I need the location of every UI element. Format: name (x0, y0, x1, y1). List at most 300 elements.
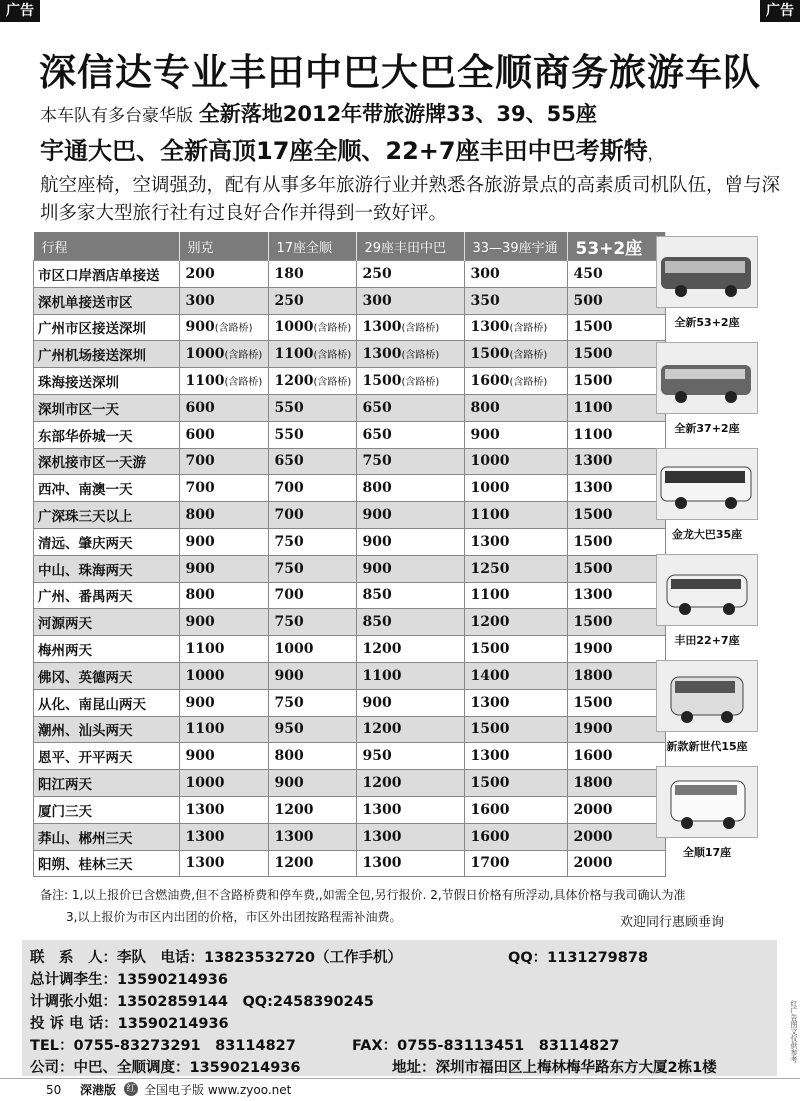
header-route: 行程 (34, 232, 180, 261)
bus-caption: 全顺17座 (682, 846, 732, 859)
price-value: 200 (185, 265, 215, 282)
price-cell (268, 528, 356, 555)
price-cell (268, 341, 356, 368)
table-row (34, 609, 666, 636)
price-cell (567, 261, 665, 288)
route-cell: 阳朔、桂林三天 (34, 850, 180, 877)
contact-complaint: 投 诉 电 话：13590214936 (30, 1016, 229, 1032)
price-cell (268, 287, 356, 314)
toll-note: (含路桥) (224, 350, 263, 362)
page-footer (0, 1078, 800, 1101)
price-value: 550 (274, 426, 304, 443)
price-value: 1300 (470, 533, 510, 550)
price-cell (268, 716, 356, 743)
table-row (34, 502, 666, 529)
remark-line2: 3,以上报价为市区内出团的价格，市区外出团按路程需补油费。 (66, 910, 402, 924)
price-cell (268, 502, 356, 529)
price-value: 600 (185, 399, 215, 416)
contact-qq: QQ：1131279878 (508, 950, 649, 966)
price-cell (356, 823, 464, 850)
table-row (34, 582, 666, 609)
price-value: 1100 (470, 587, 510, 604)
route-cell: 潮州、汕头两天 (34, 716, 180, 743)
ad-tag-left: 广告 (0, 0, 40, 22)
price-value: 700 (274, 507, 304, 524)
table-row (34, 421, 666, 448)
price-cell (567, 689, 665, 716)
table-row (34, 796, 666, 823)
price-value: 900 (185, 533, 215, 550)
price-cell (356, 770, 464, 797)
price-value: 350 (470, 292, 500, 309)
price-cell (356, 528, 464, 555)
route-cell: 市区口岸酒店单接送 (34, 261, 180, 288)
table-row (34, 475, 666, 502)
table-row (34, 394, 666, 421)
page-title: 深信达专业丰田中巴大巴全顺商务旅游车队 (39, 51, 761, 94)
route-cell: 河源两天 (34, 609, 180, 636)
price-cell (464, 796, 567, 823)
coach-bus-image (656, 236, 758, 308)
bus-item (652, 448, 762, 542)
intro-part1: 本车队有多台豪华版 (40, 106, 193, 126)
contact-fax: FAX：0755-83113451 83114827 (352, 1038, 620, 1054)
contact-panel (22, 940, 777, 1076)
bus-caption: 全新53+2座 (674, 316, 740, 329)
price-cell (567, 743, 665, 770)
price-cell (464, 609, 567, 636)
bus-item (652, 554, 762, 648)
price-value: 1500 (573, 373, 613, 390)
price-value: 1600 (470, 828, 510, 845)
header-33-39-seat: 33—39座宇通 (464, 232, 567, 261)
price-value: 950 (362, 748, 392, 765)
coach-bus-image (656, 342, 758, 414)
price-cell (179, 823, 268, 850)
price-cell (464, 421, 567, 448)
price-cell (179, 421, 268, 448)
price-cell (464, 636, 567, 663)
price-value: 550 (274, 399, 304, 416)
price-cell (567, 609, 665, 636)
price-value: 1200 (274, 801, 314, 818)
price-cell (268, 850, 356, 877)
route-cell: 莽山、郴州三天 (34, 823, 180, 850)
price-cell (356, 448, 464, 475)
route-cell: 清远、肇庆两天 (34, 528, 180, 555)
price-value: 650 (274, 453, 304, 470)
price-value: 1300 (362, 801, 402, 818)
price-value: 1300 (274, 828, 314, 845)
route-cell: 珠海接送深圳 (34, 368, 180, 395)
price-value: 1300 (362, 346, 402, 363)
price-cell (179, 770, 268, 797)
price-cell (464, 528, 567, 555)
price-cell (464, 502, 567, 529)
price-cell (567, 421, 665, 448)
price-value: 900 (274, 775, 304, 792)
contact-company: 公司：中巴、全顺调度：13590214936 (30, 1060, 301, 1076)
toll-note: (含路桥) (401, 350, 440, 362)
price-cell (464, 448, 567, 475)
header-53-2-seat: 53+2座 (567, 232, 665, 261)
bus-item (652, 766, 762, 860)
price-cell (464, 341, 567, 368)
price-cell (179, 502, 268, 529)
intro-line1 (40, 100, 780, 130)
price-cell (464, 850, 567, 877)
route-cell: 广州机场接送深圳 (34, 341, 180, 368)
price-cell (268, 582, 356, 609)
price-value: 1900 (573, 721, 613, 738)
price-value: 1100 (470, 507, 510, 524)
price-cell (356, 394, 464, 421)
price-cell (567, 502, 665, 529)
contact-tel: TEL：0755-83273291 83114827 (30, 1038, 296, 1054)
price-value: 1300 (185, 801, 225, 818)
price-value: 1500 (573, 560, 613, 577)
price-cell (356, 582, 464, 609)
table-row (34, 287, 666, 314)
price-cell (567, 475, 665, 502)
toll-note: (含路桥) (509, 350, 548, 362)
route-cell: 梅州两天 (34, 636, 180, 663)
bus-item (652, 660, 762, 754)
intro-line3: 航空座椅，空调强劲，配有从事多年旅游行业并熟悉各旅游景点的高素质司机队伍，曾与深圳多家大型旅行社有过良好合作并得到一致好评。 (40, 175, 781, 224)
price-cell (567, 796, 665, 823)
price-value: 750 (274, 694, 304, 711)
route-cell: 佛冈、英德两天 (34, 662, 180, 689)
price-value: 1100 (573, 426, 613, 443)
price-value: 1100 (274, 346, 314, 363)
price-cell (268, 770, 356, 797)
price-value: 500 (573, 292, 603, 309)
price-value: 700 (185, 453, 215, 470)
price-value: 750 (274, 614, 304, 631)
price-cell (464, 314, 567, 341)
price-value: 1500 (470, 775, 510, 792)
price-value: 1000 (185, 775, 225, 792)
table-row (34, 341, 666, 368)
price-cell (356, 689, 464, 716)
price-value: 250 (362, 265, 392, 282)
contact-dispatcher-li: 总计调李生：13590214936 (30, 972, 228, 988)
intro-line2 (40, 131, 780, 166)
price-cell (179, 341, 268, 368)
price-cell (268, 368, 356, 395)
remark-line1: 备注: 1,以上报价已含燃油费,但不含路桥费和停车费,,如需全包,另行报价. 2,节假日价格有所浮动,具体价格与我司确认为准 (40, 888, 686, 902)
price-value: 650 (362, 426, 392, 443)
price-value: 750 (274, 560, 304, 577)
price-cell (179, 636, 268, 663)
table-row (34, 716, 666, 743)
price-value: 900 (362, 533, 392, 550)
bus-caption: 全新37+2座 (674, 422, 740, 435)
price-cell (179, 475, 268, 502)
table-row (34, 662, 666, 689)
price-value: 650 (362, 399, 392, 416)
price-value: 1200 (362, 721, 402, 738)
price-value: 1000 (470, 453, 510, 470)
price-value: 1300 (470, 694, 510, 711)
price-value: 1300 (362, 855, 402, 872)
price-value: 600 (185, 426, 215, 443)
intro-part2: 全新落地2012年带旅游牌33、39、55座 (198, 102, 597, 126)
price-value: 1600 (470, 373, 510, 390)
price-value: 700 (274, 587, 304, 604)
price-value: 1200 (470, 614, 510, 631)
price-cell (567, 368, 665, 395)
price-cell (356, 850, 464, 877)
price-value: 300 (470, 265, 500, 282)
route-cell: 深机接市区一天游 (34, 448, 180, 475)
price-value: 1000 (185, 346, 225, 363)
price-value: 1000 (274, 641, 314, 658)
price-cell (356, 555, 464, 582)
edition-label: 深港版 (80, 1083, 117, 1097)
intro-line2-tail: ， (647, 144, 664, 163)
price-value: 900 (185, 614, 215, 631)
price-cell (356, 636, 464, 663)
price-cell (268, 448, 356, 475)
price-value: 1200 (274, 855, 314, 872)
price-cell (179, 716, 268, 743)
price-cell (268, 662, 356, 689)
price-cell (179, 314, 268, 341)
price-value: 1000 (470, 480, 510, 497)
bus-caption: 丰田22+7座 (674, 634, 740, 647)
price-cell (268, 609, 356, 636)
price-table-body (34, 261, 666, 877)
price-cell (268, 421, 356, 448)
price-cell (356, 609, 464, 636)
price-value: 180 (274, 265, 304, 282)
price-cell (356, 421, 464, 448)
price-cell (179, 689, 268, 716)
price-cell (268, 314, 356, 341)
price-value: 900 (470, 426, 500, 443)
price-value: 1500 (573, 694, 613, 711)
price-cell (567, 850, 665, 877)
price-value: 800 (362, 480, 392, 497)
price-value: 1000 (185, 667, 225, 684)
price-value: 300 (185, 292, 215, 309)
route-cell: 中山、珠海两天 (34, 555, 180, 582)
price-value: 700 (274, 480, 304, 497)
price-cell (567, 314, 665, 341)
price-value: 950 (274, 721, 304, 738)
table-row (34, 823, 666, 850)
price-value: 1800 (573, 775, 613, 792)
contact-person: 联 系 人：李队 电话：13823532720（工作手机） (30, 950, 402, 966)
price-value: 800 (470, 399, 500, 416)
coach-bus-image (656, 448, 758, 520)
price-cell (356, 502, 464, 529)
price-cell (567, 341, 665, 368)
ad-tag-right: 广告 (760, 0, 800, 22)
toll-note: (含路桥) (224, 377, 263, 389)
table-row (34, 555, 666, 582)
price-cell (464, 261, 567, 288)
price-cell (179, 582, 268, 609)
bus-caption: 新款新世代15座 (666, 740, 748, 753)
price-cell (464, 475, 567, 502)
price-cell (464, 743, 567, 770)
toll-note: (含路桥) (401, 377, 440, 389)
price-cell (179, 287, 268, 314)
table-row (34, 850, 666, 877)
price-cell (179, 850, 268, 877)
toll-note: (含路桥) (509, 377, 548, 389)
route-cell: 深圳市区一天 (34, 394, 180, 421)
price-cell (268, 555, 356, 582)
price-value: 1300 (470, 319, 510, 336)
route-cell: 东部华侨城一天 (34, 421, 180, 448)
page-number: 50 (46, 1083, 62, 1097)
price-table-header (34, 232, 666, 261)
welcome-text: 欢迎同行惠顾垂询 (620, 915, 725, 930)
price-value: 1200 (362, 775, 402, 792)
route-cell: 阳江两天 (34, 770, 180, 797)
toll-note: (含路桥) (313, 323, 352, 335)
toll-note: (含路桥) (214, 323, 253, 335)
route-cell: 恩平、开平两天 (34, 743, 180, 770)
price-value: 900 (185, 319, 215, 336)
price-value: 1500 (470, 641, 510, 658)
route-cell: 深机单接送市区 (34, 287, 180, 314)
price-cell (179, 528, 268, 555)
price-value: 1400 (470, 667, 510, 684)
table-row (34, 261, 666, 288)
price-value: 900 (362, 694, 392, 711)
table-row (34, 314, 666, 341)
price-cell (567, 555, 665, 582)
price-cell (268, 475, 356, 502)
price-cell (268, 689, 356, 716)
price-value: 1600 (470, 801, 510, 818)
price-cell (356, 341, 464, 368)
route-cell: 从化、南昆山两天 (34, 689, 180, 716)
price-value: 1100 (573, 399, 613, 416)
price-cell (179, 555, 268, 582)
price-value: 800 (185, 507, 215, 524)
price-value: 250 (274, 292, 304, 309)
price-cell (356, 743, 464, 770)
price-value: 850 (362, 587, 392, 604)
price-cell (464, 394, 567, 421)
price-cell (268, 261, 356, 288)
contact-address: 地址：深圳市福田区上梅林梅华路东方大厦2栋1楼 (392, 1060, 717, 1076)
header-29-seat: 29座丰田中巴 (356, 232, 464, 261)
price-value: 1500 (573, 614, 613, 631)
route-cell: 西冲、南澳一天 (34, 475, 180, 502)
route-cell: 广深珠三天以上 (34, 502, 180, 529)
price-value: 1500 (470, 346, 510, 363)
toll-note: (含路桥) (313, 377, 352, 389)
price-value: 2000 (573, 801, 613, 818)
price-cell (356, 475, 464, 502)
table-row (34, 368, 666, 395)
price-value: 1100 (185, 373, 225, 390)
price-cell (356, 261, 464, 288)
price-value: 900 (185, 748, 215, 765)
price-cell (464, 287, 567, 314)
price-cell (567, 823, 665, 850)
price-value: 1300 (362, 319, 402, 336)
price-value: 1300 (573, 480, 613, 497)
logo-icon: 红 (124, 1082, 138, 1096)
price-value: 1800 (573, 667, 613, 684)
price-value: 750 (362, 453, 392, 470)
price-value: 1500 (573, 507, 613, 524)
header-buick: 别克 (179, 232, 268, 261)
price-cell (356, 368, 464, 395)
table-row (34, 743, 666, 770)
price-value: 2000 (573, 828, 613, 845)
table-row (34, 528, 666, 555)
price-value: 700 (185, 480, 215, 497)
price-cell (179, 662, 268, 689)
van-image (656, 766, 758, 838)
price-cell (464, 716, 567, 743)
price-value: 1500 (362, 373, 402, 390)
route-cell: 厦门三天 (34, 796, 180, 823)
route-cell: 广州、番禺两天 (34, 582, 180, 609)
price-cell (567, 528, 665, 555)
price-value: 900 (185, 694, 215, 711)
price-value: 1500 (573, 319, 613, 336)
price-cell (356, 287, 464, 314)
price-value: 1500 (470, 721, 510, 738)
price-cell (356, 796, 464, 823)
price-value: 1500 (573, 346, 613, 363)
price-cell (567, 770, 665, 797)
price-value: 900 (274, 667, 304, 684)
price-cell (179, 796, 268, 823)
price-cell (356, 314, 464, 341)
price-value: 1200 (362, 641, 402, 658)
price-cell (464, 368, 567, 395)
table-row (34, 689, 666, 716)
price-value: 900 (185, 560, 215, 577)
bus-item (652, 342, 762, 436)
price-value: 900 (362, 560, 392, 577)
price-cell (179, 609, 268, 636)
price-cell (567, 448, 665, 475)
price-cell (268, 394, 356, 421)
contact-dispatcher-zhang: 计调张小姐：13502859144 QQ:2458390245 (30, 994, 374, 1010)
table-row (34, 636, 666, 663)
price-value: 450 (573, 265, 603, 282)
price-cell (567, 582, 665, 609)
toll-note: (含路桥) (313, 350, 352, 362)
price-value: 1500 (573, 533, 613, 550)
price-cell (179, 261, 268, 288)
table-row (34, 770, 666, 797)
price-cell (567, 636, 665, 663)
intro-line2-text: 宇通大巴、全新高顶17座全顺、22+7座丰田中巴考斯特 (40, 137, 648, 165)
price-value: 1100 (185, 641, 225, 658)
price-cell (268, 823, 356, 850)
price-cell (268, 796, 356, 823)
price-cell (268, 743, 356, 770)
side-note: 红广告图文仅供参考 (790, 1000, 798, 1063)
price-table (33, 232, 666, 877)
price-value: 800 (274, 748, 304, 765)
price-cell (567, 662, 665, 689)
price-value: 800 (185, 587, 215, 604)
price-cell (567, 716, 665, 743)
